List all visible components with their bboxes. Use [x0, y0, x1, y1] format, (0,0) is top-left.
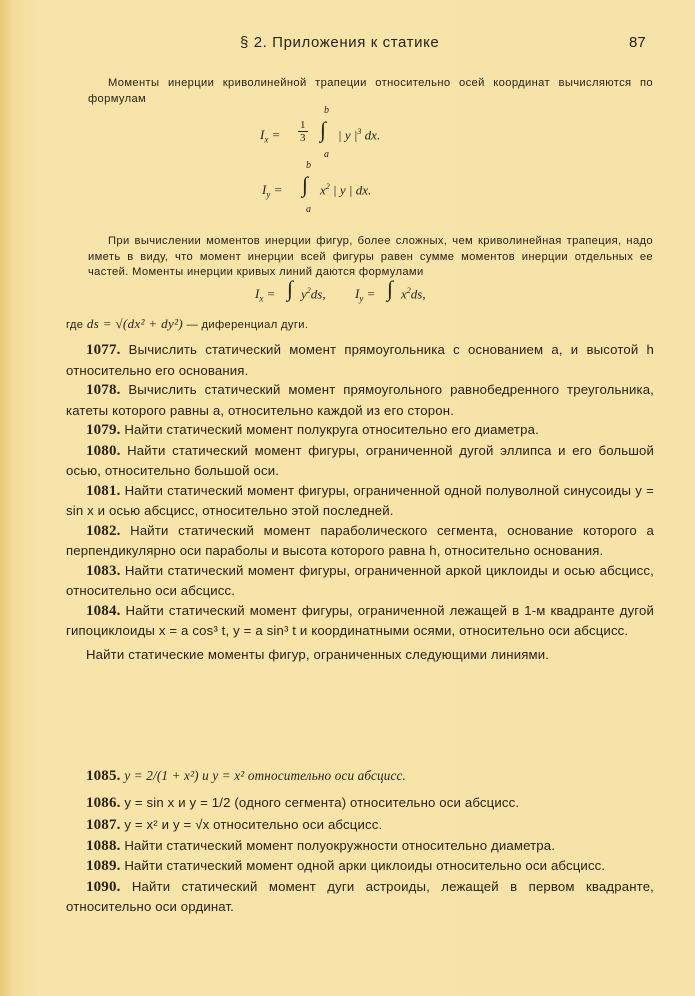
problem-1081: 1081. Найти статический момент фигуры, ограниченной одной полуволной синусоиды y = sin x и осью абсцисс, относительно этой последней. — [66, 482, 654, 518]
problem-1086: 1086. y = sin x и y = 1/2 (одного сегмента) относительно оси абсцисс. — [86, 794, 520, 811]
intro-paragraph-1: Моменты инерции криволинейной трапеции относительно осей координат вычисляются по формулам — [88, 77, 653, 105]
section-title: § 2. Приложения к статике — [240, 34, 440, 51]
problem-list-2 — [66, 766, 654, 917]
group-intro: Найти статические моменты фигур, ограниченных следующими линиями. — [86, 646, 550, 662]
problem-1085: 1085. y = 2/(1 + x²) и y = x² относительно оси абсцисс. — [86, 768, 406, 784]
problem-1080: 1080. Найти статический момент фигуры, ограниченной дугой эллипса и его большой осью, относительно большой оси. — [66, 442, 654, 478]
problem-1088: 1088. Найти статический момент полуокружности относительно диаметра. — [86, 837, 556, 854]
intro-paragraph-2: При вычислении моментов инерции фигур, более сложных, чем криволинейная трапеция, надо иметь в виду, что момент инерции всей фигуры равен сумме моментов инерции отдельных ее частей. Моменты инерции кривых линий даются формулами — [88, 235, 653, 278]
formula-moment-iy: b $I_y$ = ∫ $x^2$ | y | dx. a — [262, 160, 372, 215]
problem-1090: 1090. Найти статический момент дуги астроиды, лежащей в первом квадранте, относительно оси ординат. — [66, 878, 654, 914]
problem-1083: 1083. Найти статический момент фигуры, ограниченной аркой циклоиды и осью абсцисс, относительно оси абсцисс. — [66, 562, 654, 598]
intro-paragraph-3: где ds = √(dx² + dy²) — диференциал дуги. — [66, 316, 309, 331]
ds-formula: ds = √(dx² + dy²) — [86, 316, 184, 331]
problem-1089: 1089. Найти статический момент одной арки циклоиды относительно оси абсцисс. — [86, 858, 606, 874]
problem-1078: 1078. Вычислить статический момент прямоугольного равнобедренного треугольника, катеты которого равны a, относительно каждой из его сторон. — [66, 382, 654, 418]
problem-1082: 1082. Найти статический момент параболического сегмента, основание которого a перпендикулярно оси параболы и высота которого равна h, относительно основания. — [66, 522, 654, 558]
formula-moment-ix: b $I_x$ = $\frac{1}{3}$ ∫ | y $|^3$ dx. a — [260, 105, 381, 160]
problem-1079: 1079. Найти статический момент полукруга относительно его диаметра. — [86, 422, 539, 438]
formula-curve-moments: $I_x$ = ∫ $y^2ds$, $I_y$ = ∫ $x^2ds$, — [255, 276, 426, 304]
problem-list-1 — [66, 340, 654, 664]
problem-1084: 1084. Найти статический момент фигуры, ограниченной лежащей в 1-м квадранте дугой гипоциклоиды x = a cos³ t, y = a sin³ t и координатными осями, относительно оси абсцисс. — [66, 602, 654, 638]
page-header — [0, 34, 695, 54]
problem-1087: 1087. y = x² и y = √x относительно оси абсцисс. — [86, 817, 383, 833]
page-number: 87 — [629, 34, 646, 51]
problem-1077: 1077. Вычислить статический момент прямоугольника с основанием a, и высотой h относительно его основания. — [66, 342, 654, 378]
